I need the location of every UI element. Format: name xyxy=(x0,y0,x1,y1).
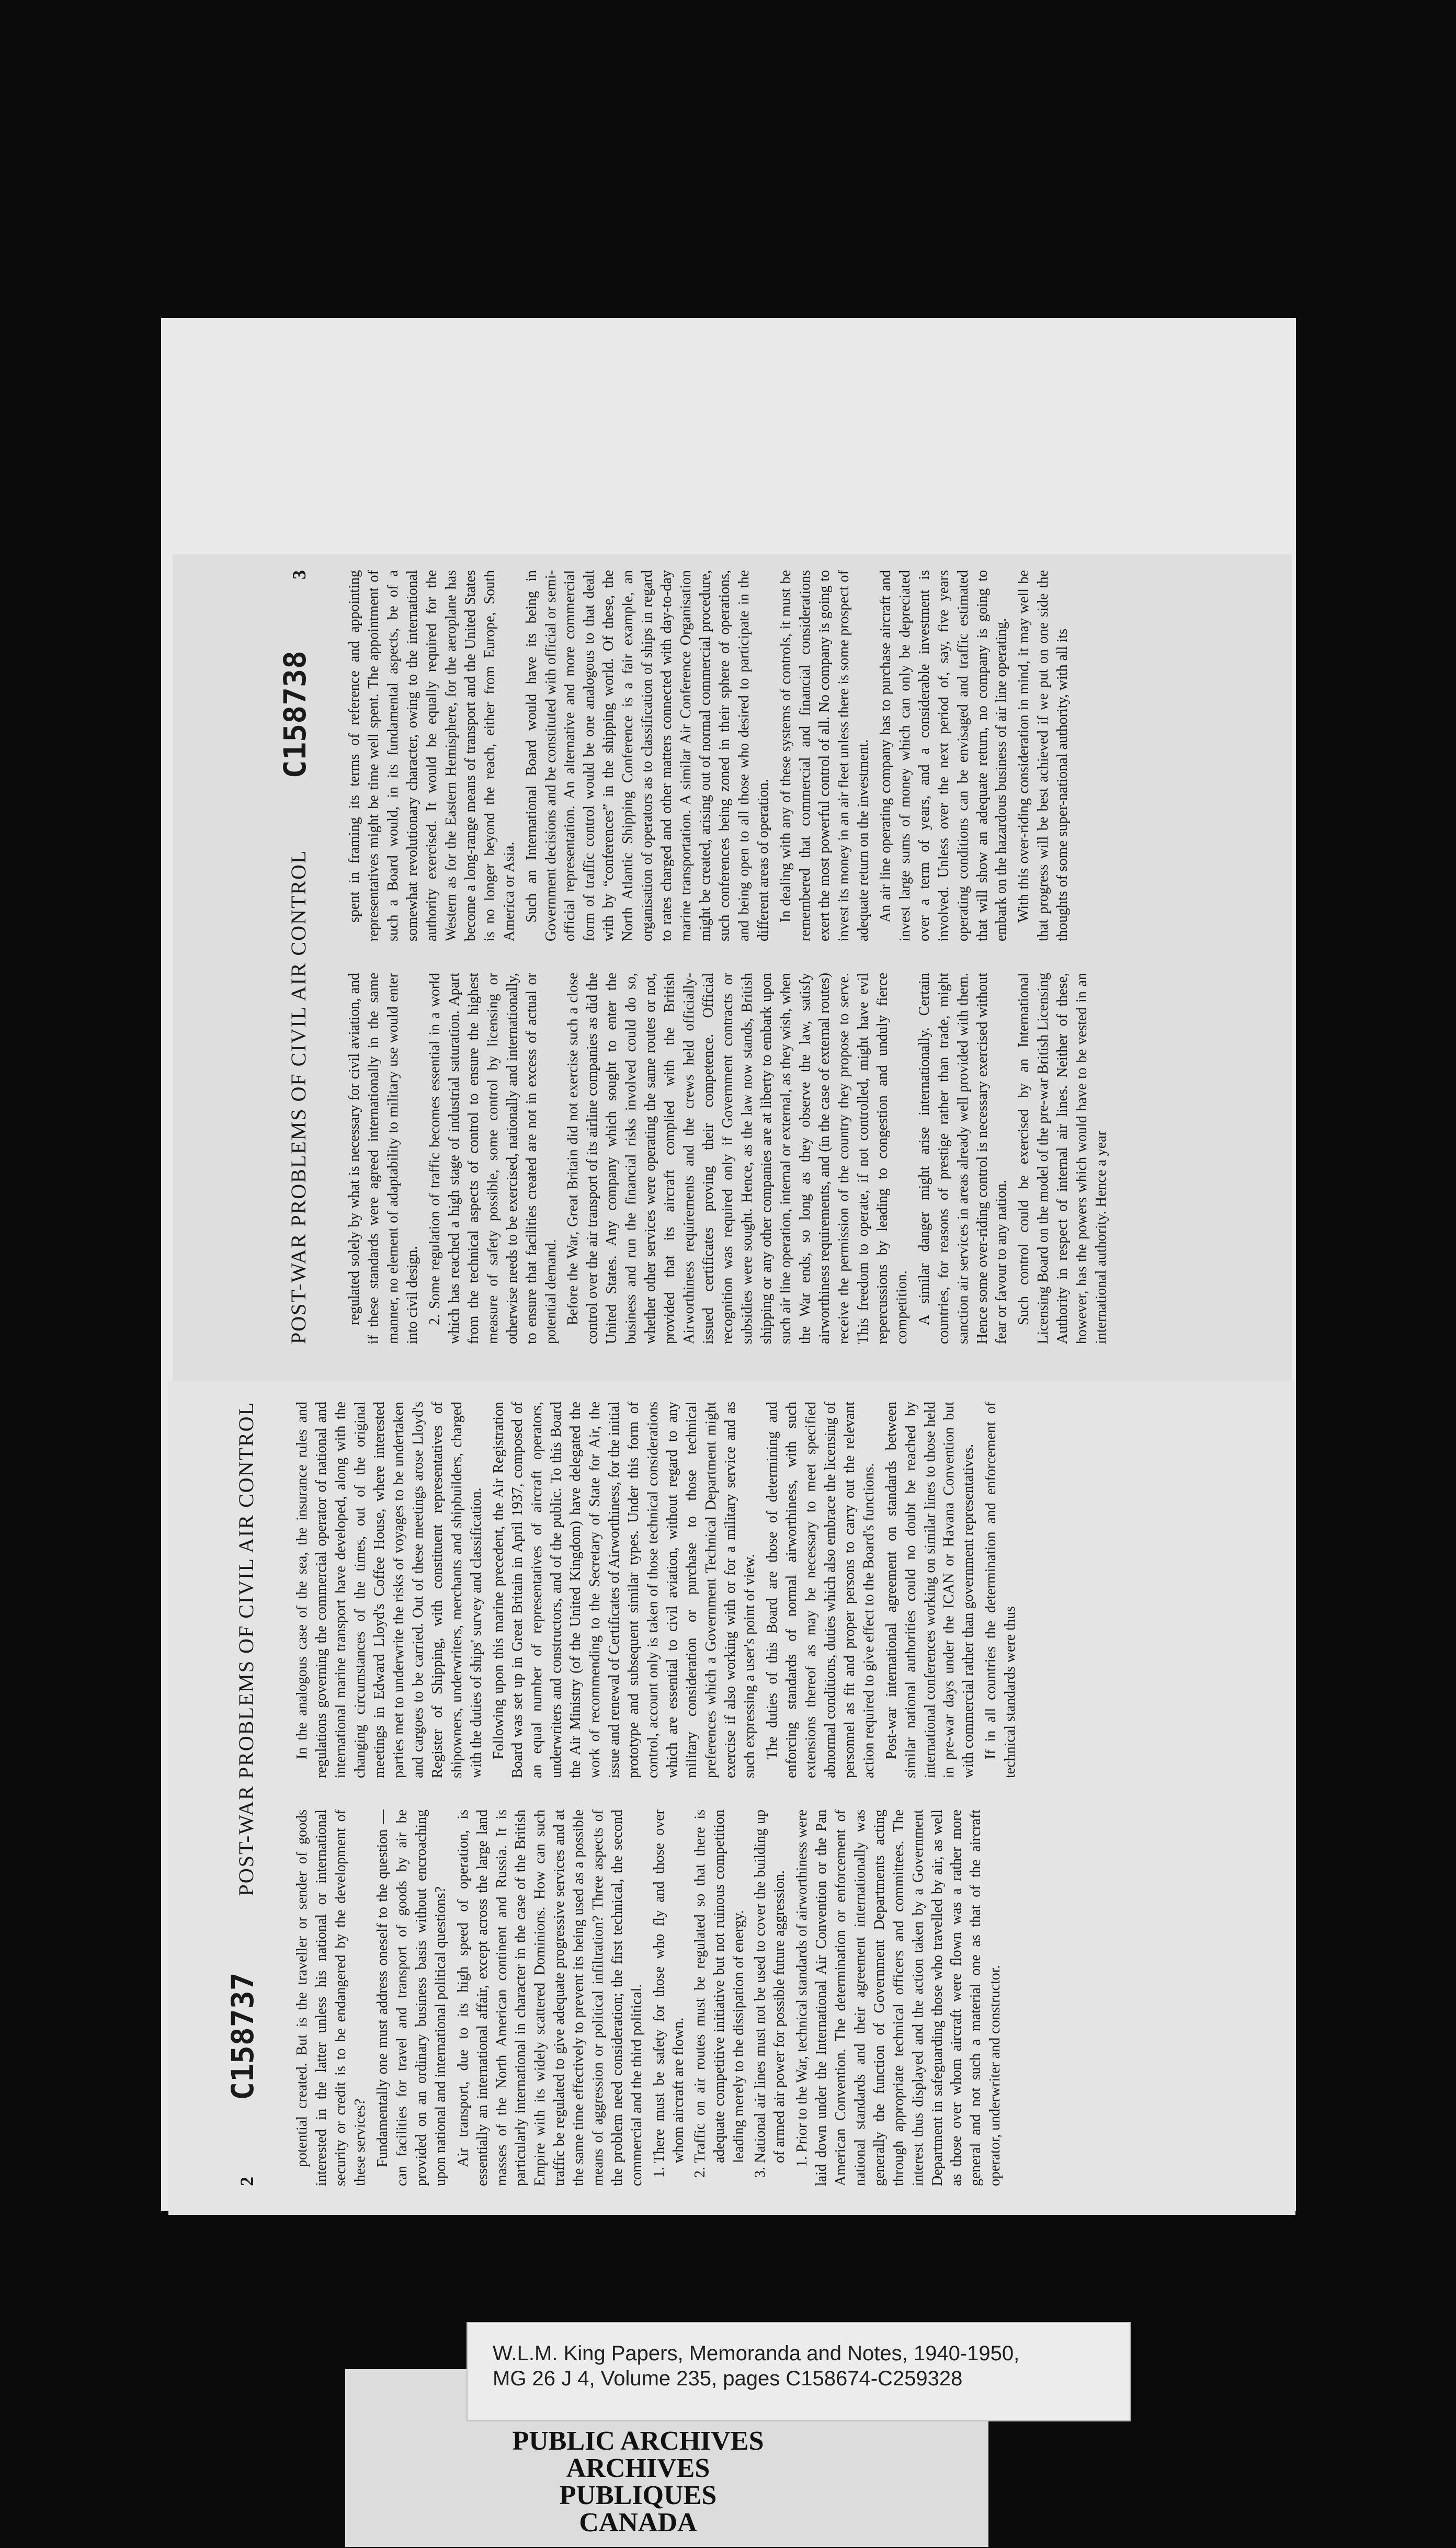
archives-line: CANADA xyxy=(579,2508,697,2538)
page-3-header xyxy=(277,570,324,1344)
paragraph: If in all countries the determination and enforcement of technical standards were thus xyxy=(983,1402,1019,1778)
paragraph: Before the War, Great Britain did not exercise such a close control over the air transport of its airline companies as did the United States. Any company which sought to enter the business and run the financial risks involved could do so, whether other services were operating the same routes or not, provided that its aircraft complied with the British Airworthiness requirements and the crews held officially-issued certificates proving their competence. Official recognition was required only if Government contracts or subsidies were sought. Hence, as the law now stands, British shipping or any other companies are at liberty to embark upon such air line operation, internal or external, as they wish, when the War ends, so long as they observe the law, satisfy airworthiness requirements, and (in the case of external routes) receive the permission of the country they propose to serve. This freedom to operate, if not controlled, might have evil repercussions by leading to congestion and unduly fierce competition. xyxy=(565,973,910,1344)
paragraph: A similar danger might arise internationally. Certain countries, for reasons of prestige rather than trade, might sanction air services in areas already well provided with them. Hence some over-riding control is necessary exercised without fear or favour to any nation. xyxy=(916,973,1010,1344)
page-2 xyxy=(225,1402,1234,2186)
numbered-list xyxy=(650,1810,790,2186)
list-item: 1. There must be safety for those who fly and those over whom aircraft are flown. xyxy=(650,1810,689,2163)
page-3-number: 3 xyxy=(289,570,310,579)
paragraph: Such control could be exercised by an International Licensing Board on the model of the pre-war British Licensing Authority in respect of internal air lines. Neither of these, however, has the powers which would have to be vested in an international authority. Hence a year xyxy=(1016,973,1110,1344)
paragraph: Following upon this marine precedent, the Air Registration Board was set up in Great Britain in April 1937, composed of an equal number of representatives of aircraft operators, underwriters and constructors, and of the public. To this Board the Air Ministry (of the United Kingdom) have delegated the work of recommending to the Secretary of State for Air, the issue and renewal of Certificates of Airworthiness, for the initial prototype and subsequent similar types. Under this form of control, account only is taken of those technical considerations which are essential to civil aviation, without regard to any military consideration or purchase to those technical preferences which a Government Technical Department might exercise if also working with or for a military service and as such expressing a user's point of view. xyxy=(490,1401,758,1778)
paragraph: With this over-riding consideration in mind, it may well be that progress will be best achieved if we put on one side the thoughts of some super-national authority, with all its xyxy=(1016,570,1071,941)
citation-line: MG 26 J 4, Volume 235, pages C158674-C259328 xyxy=(493,2367,963,2390)
paragraph: In the analogous case of the sea, the insurance rules and regulations governing the commercial operator of national and international marine transport have developed, along with the changing circumstances of the times, out of the original meetings in Edward Lloyd's Coffee House, where interested parties met to underwrite the risks of voyages to be undertaken and cargoes to be carried. Out of these meetings arose Lloyd's Register of Shipping, with constituent representatives of shipowners, underwriters, merchants and shipbuilders, charged with the duties of ships' survey and classification. xyxy=(294,1402,484,1778)
paragraph: Air transport, due to its high speed of operation, is essentially an international affair, except across the large land masses of the North American continent and Russia. It is particularly international in character in the case of the British Empire with its widely scattered Dominions. How can such traffic be regulated to give adequate progressive services and at the same time effectively to prevent its being used as a possible means of aggression or political infiltration? Three aspects of the problem need consideration; the first technical, the second commercial and the third political. xyxy=(454,1810,645,2186)
paragraph: In dealing with any of these systems of controls, it must be remembered that commercial and financial considerations exert the most powerful control of all. No company is going to invest its money in an air fleet unless there is some prospect of adequate return on the investment. xyxy=(777,570,871,941)
page-2-archive-stamp: C158737 xyxy=(225,1972,260,2100)
page-3-archive-stamp: C158738 xyxy=(277,651,313,779)
citation-label xyxy=(467,2322,1131,2421)
archives-stamp xyxy=(502,2428,774,2536)
paragraph: Post-war international agreement on standards between similar national authorities could no doubt be reached by international conferences working on similar lines to those held in pre-war days under the ICAN or Havana Convention but with commercial rather than government representatives. xyxy=(883,1402,977,1778)
citation-line: W.L.M. King Papers, Memoranda and Notes, 1940-1950, xyxy=(493,2342,1020,2365)
list-item: 3. National air lines must not be used to cover the building up of armed air power for possible future aggression. xyxy=(751,1810,790,2163)
page-2-title: POST-WAR PROBLEMS OF CIVIL AIR CONTROL xyxy=(234,1402,258,1896)
paragraph: 2. Some regulation of traffic becomes essential in a world which has reached a high stage of industrial saturation. Apart from the technical aspects of control to ensure the highest measure of safety possible, some control by licensing or otherwise needs to be exercised, nationally and internationally, to ensure that facilities created are not in excess of actual or potential demand. xyxy=(426,973,559,1344)
paragraph: Such an International Board would have its being in Government decisions and be constituted with official or semi-official representation. An alternative and more commercial form of traffic control would be one analogous to that dealt with by “conferences” in the shipping world. Of these, the North Atlantic Shipping Conference is a fair example, an organisation of operators as to classification of ships in regard to rates charged and other matters connected with day-to-day marine transportation. A similar Air Conference Organisation might be created, arising out of normal commercial procedure, such conferences being zoned in their sphere of operations, and being open to all those who desired to participate in the different areas of operation. xyxy=(523,570,772,941)
paragraph: potential created. But is the traveller or sender of goods interested in the latter unless his national or international security or credit is to be endangered by the development of these services? xyxy=(294,1810,368,2186)
page-3 xyxy=(277,570,1255,1344)
paragraph: 1. Prior to the War, technical standards of airworthiness were laid down under the International Air Convention or the Pan American Convention. The determination or enforcement of national standards and their agreement internationally was generally the function of Government Departments acting through appropriate technical officers and committees. The interest thus displayed and the action taken by a Government Department in safeguarding those who travelled by air, as well as those over whom aircraft were flown was a rather more general and not such a material one as that of the aircraft operator, underwriter and constructor. xyxy=(793,1810,1004,2186)
page-3-title: POST-WAR PROBLEMS OF CIVIL AIR CONTROL xyxy=(287,849,310,1344)
paragraph: spent in framing its terms of reference and appointing representatives might be time well spent. The appointment of such a Board would, in its fundamental aspects, be of a somewhat revolutionary character, owing to the international authority exercised. It would be equally required for the Western as for the Eastern Hemisphere, for the aeroplane has become a long-range means of transport and the United States is no longer beyond the reach, either from Europe, South America or Asia. xyxy=(346,570,517,941)
archives-line: ARCHIVES PUBLIQUES xyxy=(559,2453,717,2510)
page-3-column-1 xyxy=(345,973,1114,1344)
page-2-column-2 xyxy=(293,1402,1023,1778)
page-2-number: 2 xyxy=(236,2177,257,2186)
page-3-column-2 xyxy=(345,570,1114,941)
paragraph: regulated solely by what is necessary for civil aviation, and if these standards were agreed internationally in the same manner, no element of adaptability to military use would enter into civil design. xyxy=(346,973,420,1344)
page-2-header xyxy=(225,1402,272,2186)
page-2-column-1 xyxy=(293,1810,1023,2186)
list-item: 2. Traffic on air routes must be regulated so that there is adequate competitive initiative but not ruinous competition leading merely to the dissipation of energy. xyxy=(691,1810,749,2163)
paragraph: The duties of this Board are those of determining and enforcing standards of normal airworthiness, with such extensions thereof as may be necessary to meet specified abnormal conditions, duties which also embrace the licensing of personnel as fit and proper persons to carry out the relevant action required to give effect to the Board's functions. xyxy=(764,1402,877,1778)
paragraph: An air line operating company has to purchase aircraft and invest large sums of money which can only be depreciated over a term of years, and a considerable investment is involved. Unless over the next period of, say, five years operating conditions can be envisaged and traffic estimated that will show an adequate return, no company is going to embark on the hazardous business of air line operating. xyxy=(877,570,1010,941)
archives-line: PUBLIC ARCHIVES xyxy=(512,2426,764,2456)
paragraph: Fundamentally one must address oneself to the question — can facilities for travel and transport of goods by air be provided on an ordinary business basis without encroaching upon national and international political questions? xyxy=(374,1810,449,2186)
